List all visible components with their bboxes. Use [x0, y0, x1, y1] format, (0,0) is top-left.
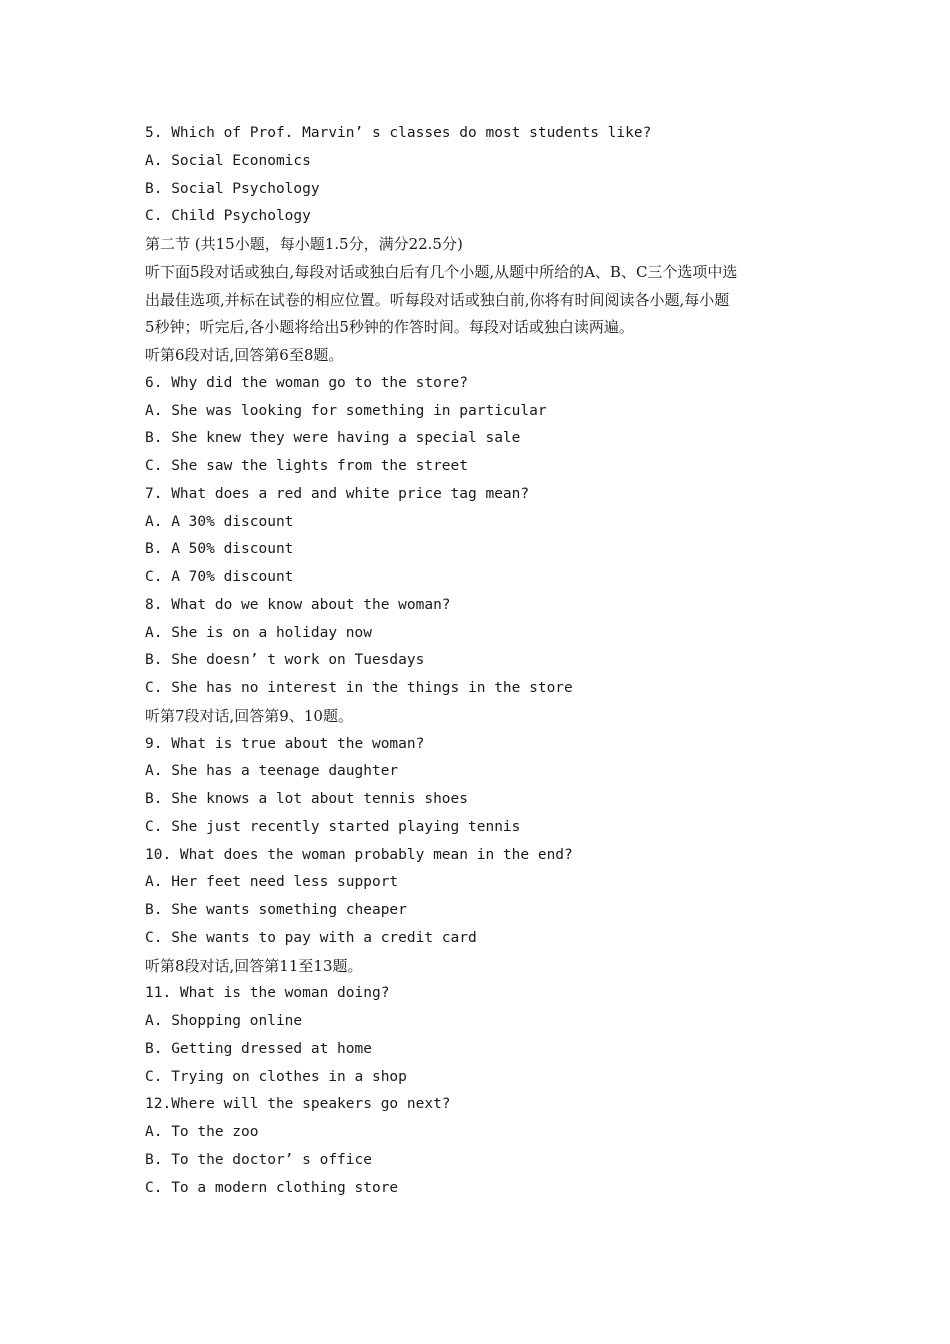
dialogue-8-heading: 听第8段对话,回答第11至13题。: [145, 956, 363, 975]
option-9c: C. She just recently started playing tennis: [145, 818, 521, 835]
dialogue-7-heading: 听第7段对话,回答第9、10题。: [145, 706, 353, 725]
option-10b: B. She wants something cheaper: [145, 902, 407, 918]
option-6c: C. She saw the lights from the street: [145, 458, 469, 474]
option-11c: C. Trying on clothes in a shop: [145, 1068, 407, 1085]
option-6a: A. She was looking for something in particular: [145, 402, 547, 419]
exam-page: [145, 120, 825, 1202]
option-7a: A. A 30% discount: [145, 513, 294, 530]
option-5a: A. Social Economics: [145, 152, 311, 169]
option-8b: B. She doesn’ t work on Tuesdays: [145, 652, 425, 669]
question-8: 8. What do we know about the woman?: [145, 596, 451, 613]
option-5c: C. Child Psychology: [145, 208, 311, 225]
option-12c: C. To a modern clothing store: [145, 1179, 399, 1196]
question-12: 12.Where will the speakers go next?: [145, 1096, 451, 1113]
option-9a: A. She has a teenage daughter: [145, 763, 399, 780]
instructions-line-1: 听下面5段对话或独白,每段对话或独白后有几个小题,从题中所给的A、B、C三个选项中选: [145, 262, 738, 281]
question-6: 6. Why did the woman go to the store?: [145, 374, 469, 391]
option-7c: C. A 70% discount: [145, 569, 294, 585]
question-10: 10. What does the woman probably mean in the end?: [145, 846, 573, 863]
option-9b: B. She knows a lot about tennis shoes: [145, 791, 469, 807]
question-7: 7. What does a red and white price tag mean?: [145, 485, 530, 502]
question-11: 11. What is the woman doing?: [145, 985, 390, 1002]
question-5: 5. Which of Prof. Marvin’ s classes do most students like?: [145, 125, 652, 141]
question-9: 9. What is true about the woman?: [145, 735, 425, 752]
option-11a: A. Shopping online: [145, 1013, 303, 1029]
option-7b: B. A 50% discount: [145, 541, 294, 558]
option-10a: A. Her feet need less support: [145, 874, 399, 891]
option-12b: B. To the doctor’ s office: [145, 1151, 372, 1168]
option-8c: C. She has no interest in the things in the store: [145, 680, 573, 696]
dialogue-6-heading: 听第6段对话,回答第6至8题。: [145, 346, 344, 364]
section-heading: 第二节 (共15小题，每小题1.5分，满分22.5分): [145, 235, 463, 253]
option-12a: A. To the zoo: [145, 1124, 259, 1140]
option-8a: A. She is on a holiday now: [145, 624, 372, 641]
option-10c: C. She wants to pay with a credit card: [145, 929, 477, 946]
option-5b: B. Social Psychology: [145, 180, 320, 197]
option-11b: B. Getting dressed at home: [145, 1040, 372, 1057]
option-6b: B. She knew they were having a special sale: [145, 430, 521, 447]
instructions-line-2: 出最佳选项,并标在试卷的相应位置。听每段对话或独白前,你将有时间阅读各小题,每小题: [145, 290, 730, 309]
instructions-line-3: 5秒钟；听完后,各小题将给出5秒钟的作答时间。每段对话或独白读两遍。: [145, 318, 634, 337]
